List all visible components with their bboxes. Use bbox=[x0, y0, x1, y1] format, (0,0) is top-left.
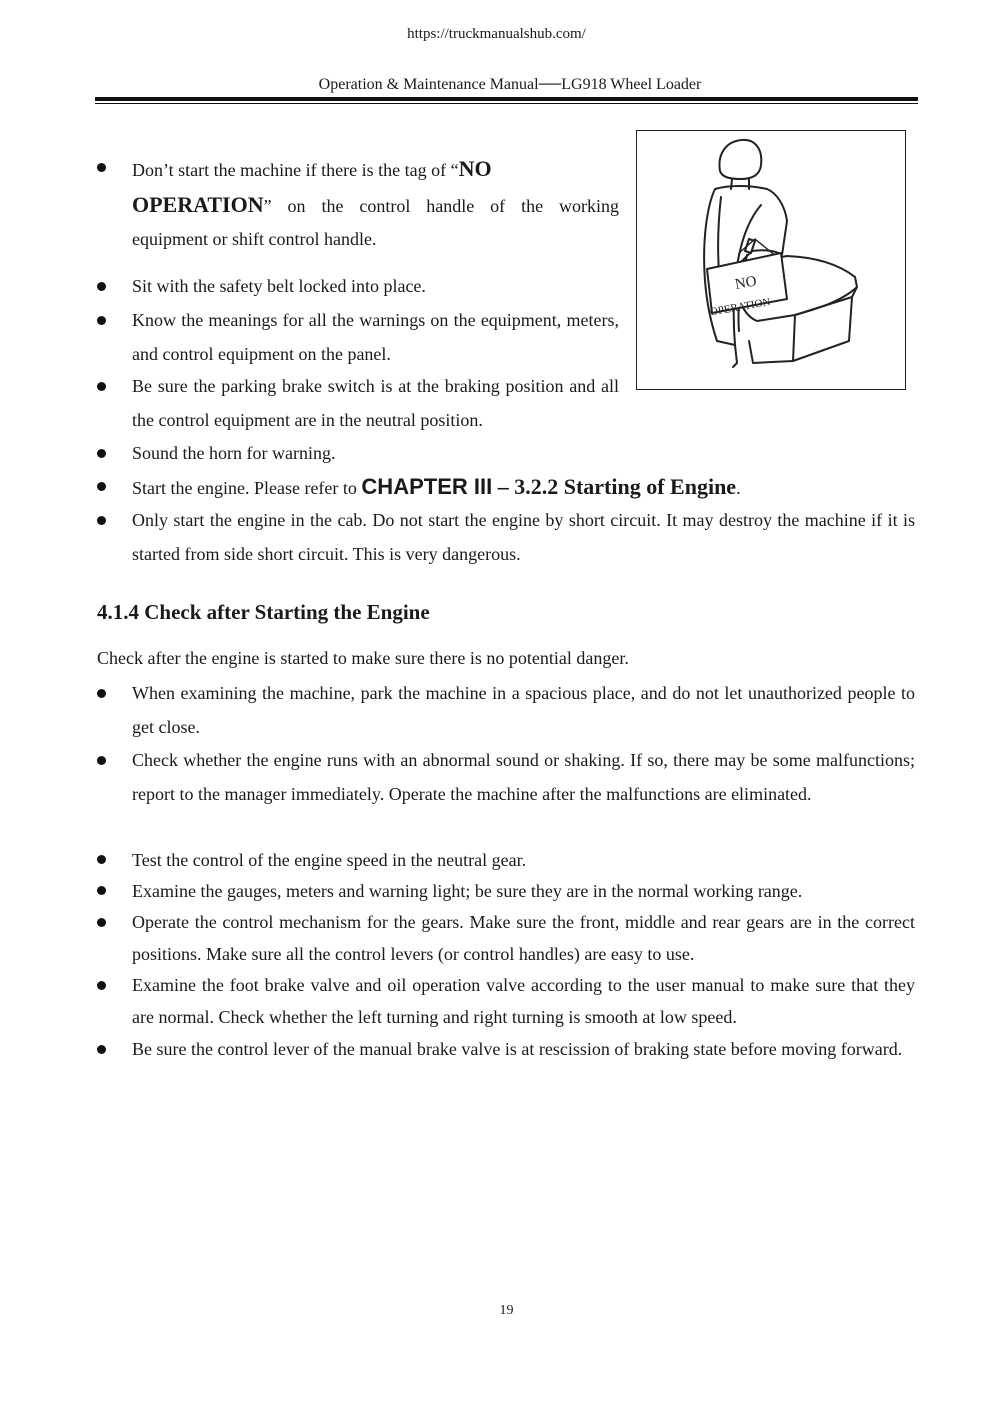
bullet-dot bbox=[97, 855, 106, 864]
bullet-dot bbox=[97, 482, 106, 491]
bullet-dot bbox=[97, 918, 106, 927]
list-item-start-engine: Start the engine. Please refer to CHAPTER III – 3.2.2 Starting of Engine. bbox=[132, 474, 741, 499]
bullet-dot bbox=[97, 516, 106, 525]
bullet-dot bbox=[97, 382, 106, 391]
bullet-dot bbox=[97, 886, 106, 895]
list-item: When examining the machine, park the machine in a spacious place, and do not let unauthorized people to get close. bbox=[132, 683, 915, 737]
manual-title: Operation & Maintenance Manual──LG918 Wheel Loader bbox=[318, 76, 702, 93]
list-item: Examine the foot brake valve and oil operation valve according to the user manual to make sure that they are normal. Check whether the left turning and right turning is smooth at low speed. bbox=[132, 975, 915, 1027]
list-item-warnings: Know the meanings for all the warnings on the equipment, meters, and control equipment on the panel. bbox=[132, 310, 619, 364]
list-item-safety-belt: Sit with the safety belt locked into place. bbox=[132, 276, 426, 296]
list-item-cab-start: Only start the engine in the cab. Do not start the engine by short circuit. It may destroy the machine if it is started from side short circuit. This is very dangerous. bbox=[132, 510, 915, 564]
list-item-no-operation-tag: Don’t start the machine if there is the tag of “NO OPERATION” on the control handle of the working equipment or shift control handle. bbox=[132, 156, 619, 249]
tag-text-operation: OPERATION bbox=[709, 296, 772, 319]
header-rule-thin bbox=[95, 103, 918, 104]
list-item: Check whether the engine runs with an abnormal sound or shaking. If so, there may be some malfunctions; report to the manager immediately. Operate the machine after the malfunctions are eliminated. bbox=[132, 750, 915, 804]
list-item: Examine the gauges, meters and warning light; be sure they are in the normal working range. bbox=[132, 881, 803, 901]
section-heading: 4.1.4 Check after Starting the Engine bbox=[97, 600, 430, 624]
list-item-parking-brake: Be sure the parking brake switch is at the braking position and all the control equipment are in the neutral position. bbox=[132, 376, 619, 430]
bullet-dot bbox=[97, 756, 106, 765]
list-item: Be sure the control lever of the manual brake valve is at rescission of braking state before moving forward. bbox=[132, 1039, 903, 1059]
page-number: 19 bbox=[499, 1303, 514, 1318]
header-rule-thick bbox=[95, 97, 918, 101]
bullet-dot bbox=[97, 282, 106, 291]
bullet-dot bbox=[97, 981, 106, 990]
list-item: Operate the control mechanism for the gears. Make sure the front, middle and rear gears are in the correct positions. Make sure all the control levers (or control handles) are easy to use. bbox=[132, 912, 915, 964]
list-item-horn: Sound the horn for warning. bbox=[132, 443, 336, 463]
no-operation-seat-figure bbox=[636, 130, 906, 390]
bullet-dot bbox=[97, 163, 106, 172]
list-item: Test the control of the engine speed in the neutral gear. bbox=[132, 850, 527, 870]
source-url[interactable]: https://truckmanualshub.com/ bbox=[407, 26, 586, 42]
bullet-dot bbox=[97, 1045, 106, 1054]
chapter-reference: CHAPTER III – 3.2.2 Starting of Engine bbox=[361, 474, 737, 499]
bullet-dot bbox=[97, 316, 106, 325]
headrest-shape bbox=[719, 140, 761, 179]
bullet-dot bbox=[97, 449, 106, 458]
section-intro: Check after the engine is started to make sure there is no potential danger. bbox=[97, 648, 629, 668]
bullet-dot bbox=[97, 689, 106, 698]
tag-text-no: NO bbox=[733, 273, 758, 293]
